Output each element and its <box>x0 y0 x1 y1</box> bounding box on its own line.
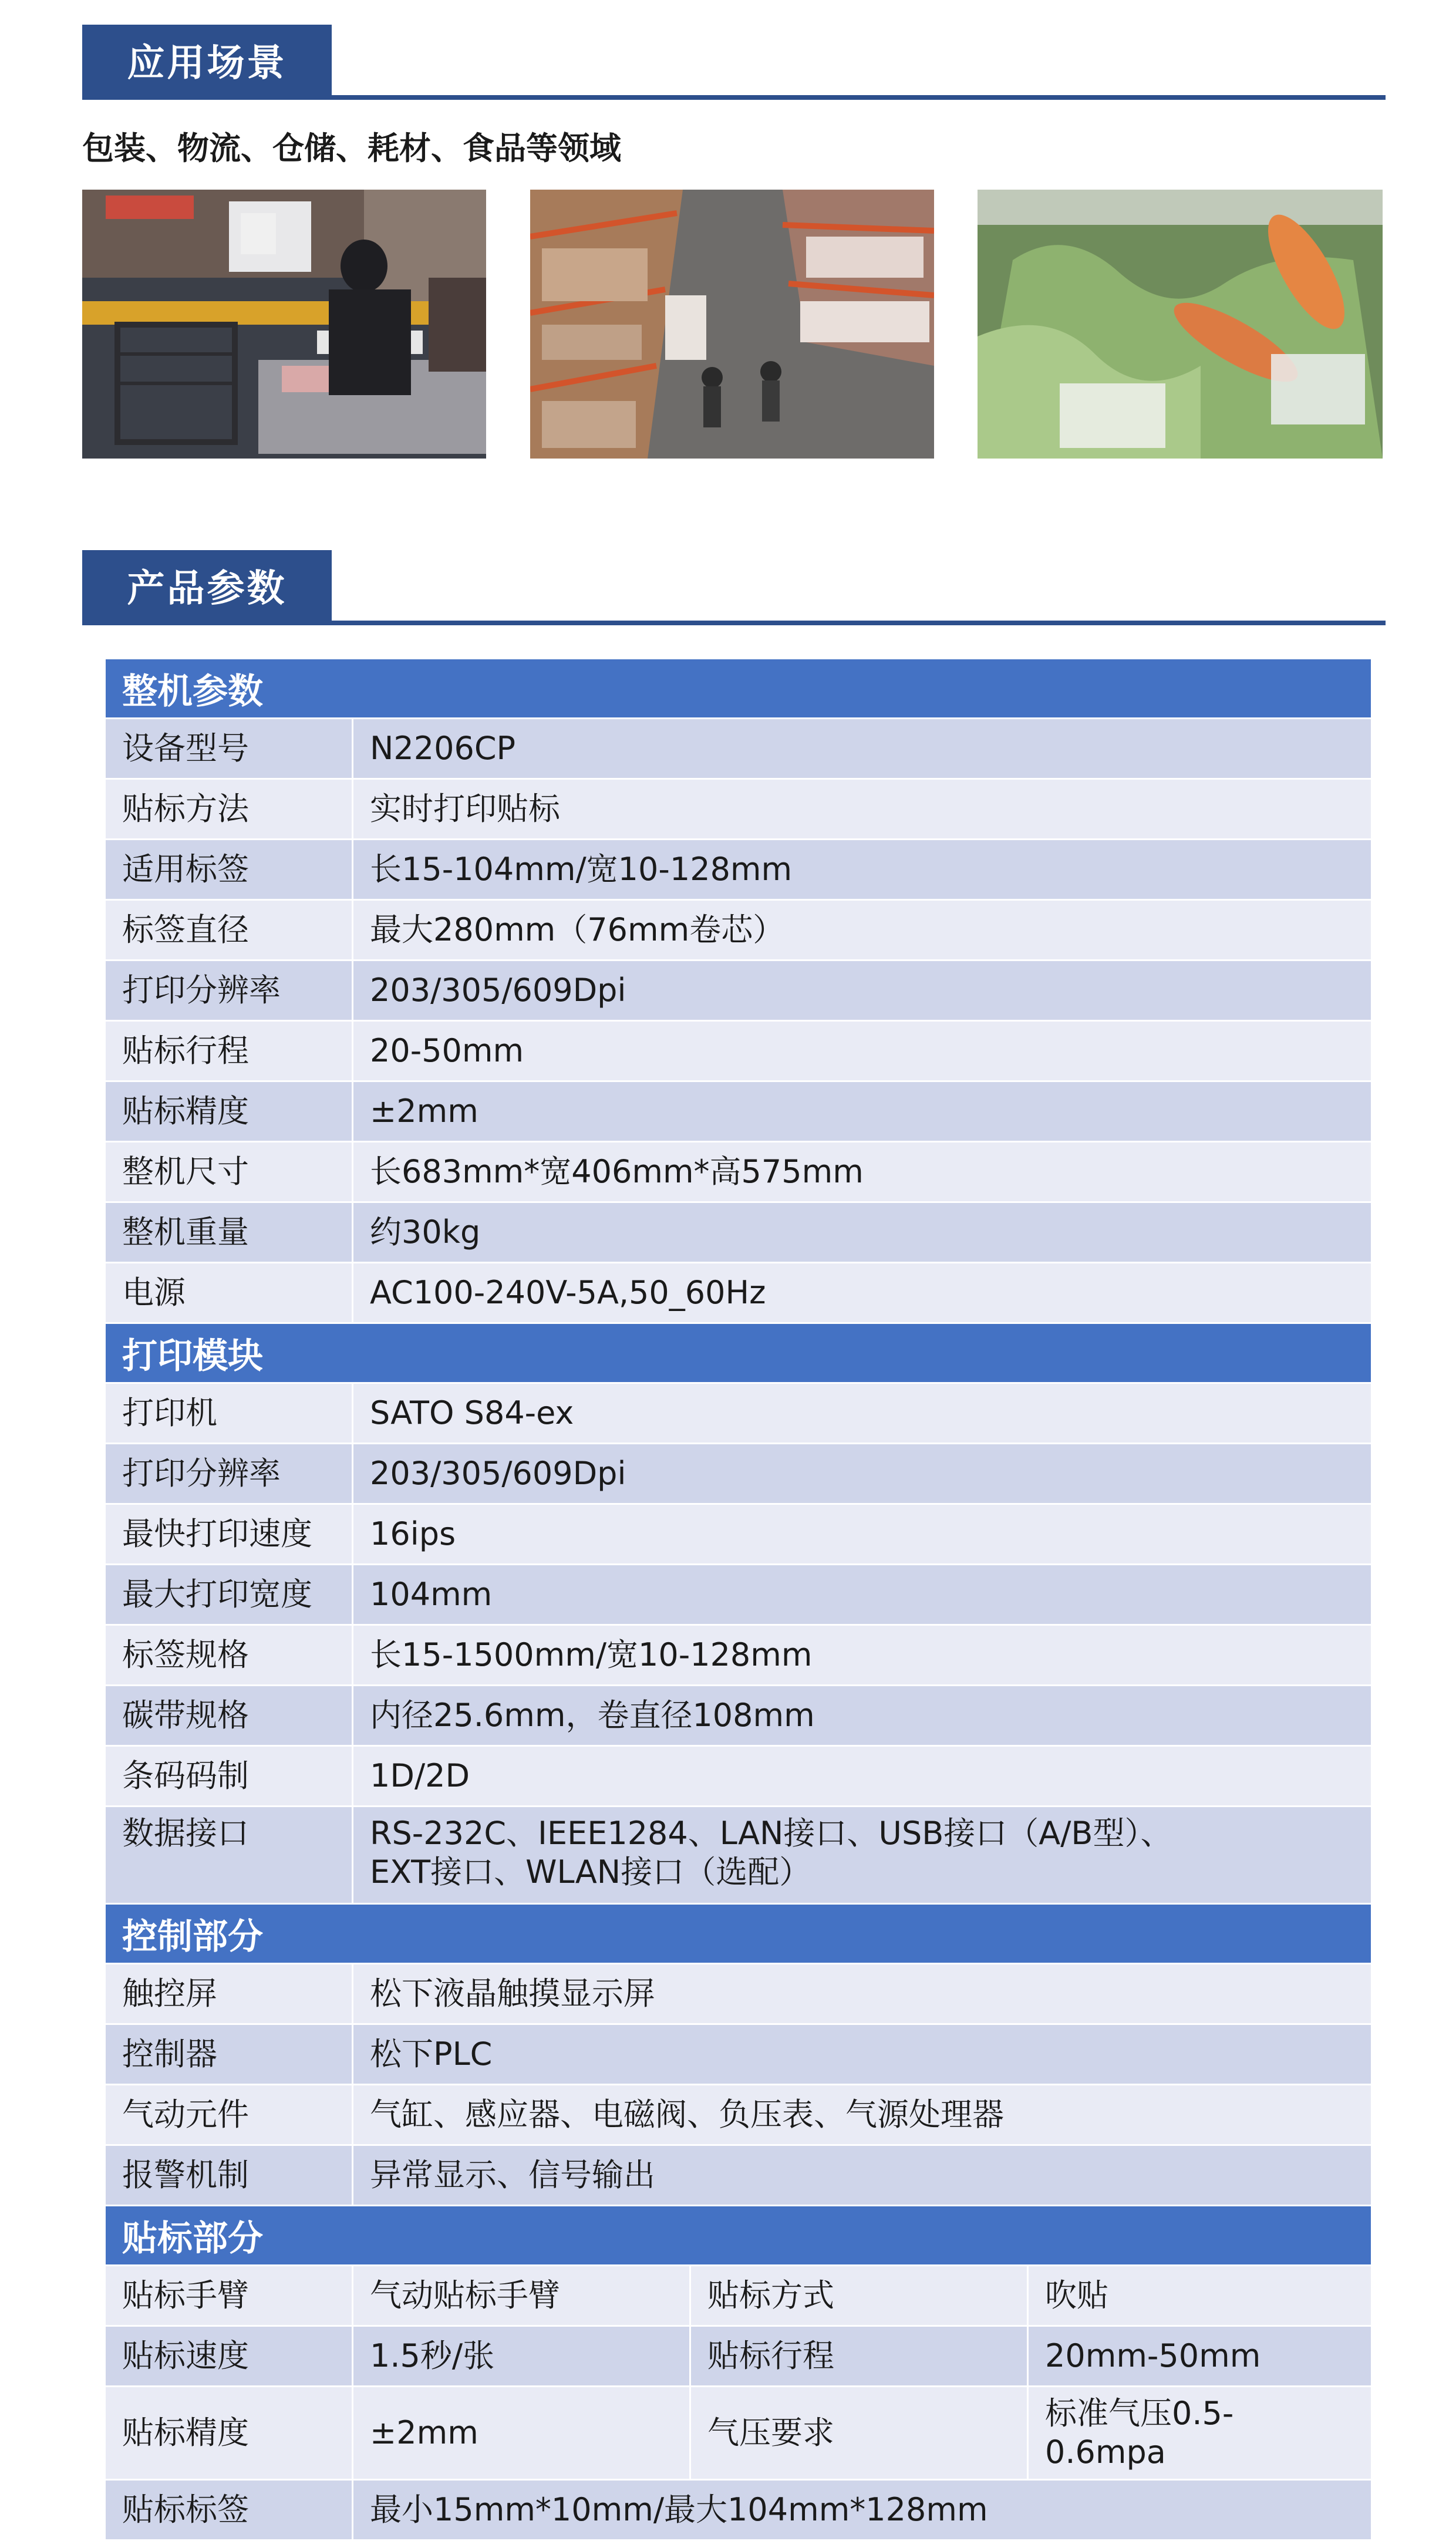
row-label: 设备型号 <box>106 719 353 778</box>
supermarket-checkout-photo <box>82 190 486 459</box>
table-row <box>106 1082 1371 1143</box>
table-row <box>106 2146 1371 2206</box>
row-label: 贴标标签 <box>106 2481 353 2539</box>
row-value: 16ips <box>370 1515 456 1552</box>
row-label: 贴标手臂 <box>106 2266 353 2325</box>
row-value: SATO S84-ex <box>370 1394 574 1431</box>
group-header-machine: 整机参数 <box>106 659 1371 719</box>
table-row <box>106 1807 1371 1905</box>
row-value-multiline <box>353 1807 1371 1903</box>
table-row <box>106 2481 1371 2541</box>
table-row <box>106 961 1371 1022</box>
row-value: 104mm <box>370 1576 493 1613</box>
row-label: 碳带规格 <box>106 1686 353 1745</box>
row-label: 标签规格 <box>106 1626 353 1684</box>
row-value: 气动贴标手臂 <box>353 2266 691 2325</box>
row-value: 203/305/609Dpi <box>370 972 626 1009</box>
row-label-secondary: 贴标行程 <box>691 2327 1029 2385</box>
row-label: 打印机 <box>106 1384 353 1443</box>
row-value-secondary: 20mm-50mm <box>1045 2337 1261 2374</box>
row-value: 实时打印贴标 <box>370 790 560 827</box>
row-label: 贴标速度 <box>106 2327 353 2385</box>
row-label: 报警机制 <box>106 2146 353 2205</box>
row-label: 整机重量 <box>106 1203 353 1262</box>
row-label: 打印分辨率 <box>106 961 353 1020</box>
table-row <box>106 1505 1371 1565</box>
table-row <box>106 840 1371 901</box>
row-label: 触控屏 <box>106 1964 353 2023</box>
spec-table <box>106 659 1371 2541</box>
row-label-secondary: 气压要求 <box>691 2387 1029 2479</box>
row-value: 气缸、感应器、电磁阀、负压表、气源处理器 <box>370 2096 1004 2133</box>
row-value: 最大280mm（76mm卷芯） <box>370 911 785 948</box>
table-row <box>106 1143 1371 1203</box>
table-row <box>106 901 1371 961</box>
section-divider <box>82 621 1386 625</box>
group-header-control: 控制部分 <box>106 1905 1371 1964</box>
table-row <box>106 1747 1371 1807</box>
table-row <box>106 1964 1371 2025</box>
row-label: 整机尺寸 <box>106 1143 353 1201</box>
row-label: 控制器 <box>106 2025 353 2084</box>
row-value: 约30kg <box>370 1214 481 1251</box>
row-value-secondary: 标准气压0.5-0.6mpa <box>1045 2395 1234 2471</box>
row-value: 松下PLC <box>370 2036 493 2072</box>
row-value-line-2: EXT接口、WLAN接口（选配） <box>370 1853 811 1890</box>
row-value: 20-50mm <box>370 1032 524 1069</box>
row-label: 条码码制 <box>106 1747 353 1805</box>
table-row <box>106 1384 1371 1444</box>
group-header-labeling: 贴标部分 <box>106 2206 1371 2266</box>
table-row <box>106 1203 1371 1263</box>
row-label: 最大打印宽度 <box>106 1565 353 1624</box>
section-divider <box>82 95 1386 100</box>
warehouse-photo <box>530 190 934 459</box>
table-row <box>106 1444 1371 1505</box>
packaged-vegetables-photo <box>978 190 1383 459</box>
table-row <box>106 1626 1371 1686</box>
row-value: ±2mm <box>370 1093 478 1130</box>
table-row <box>106 2025 1371 2085</box>
row-label: 标签直径 <box>106 901 353 959</box>
row-value: N2206CP <box>370 730 516 767</box>
row-label: 最快打印速度 <box>106 1505 353 1563</box>
table-row <box>106 1022 1371 1082</box>
row-value: AC100-240V-5A,50_60Hz <box>370 1274 766 1311</box>
table-row <box>106 1686 1371 1747</box>
row-label: 贴标精度 <box>106 2387 353 2479</box>
row-value: ±2mm <box>353 2387 691 2479</box>
params-section-title: 产品参数 <box>82 550 332 621</box>
table-row <box>106 719 1371 780</box>
group-header-printer: 打印模块 <box>106 1324 1371 1384</box>
table-row <box>106 2387 1371 2481</box>
table-row <box>106 1263 1371 1324</box>
row-value: 1.5秒/张 <box>353 2327 691 2385</box>
row-label: 贴标方法 <box>106 780 353 838</box>
row-value: 长15-1500mm/宽10-128mm <box>370 1636 813 1673</box>
params-section-header <box>82 550 1386 626</box>
row-label: 数据接口 <box>106 1807 353 1903</box>
row-value: 松下液晶触摸显示屏 <box>370 1975 655 2012</box>
scenes-section-title: 应用场景 <box>82 25 332 95</box>
table-row <box>106 2327 1371 2387</box>
row-label: 气动元件 <box>106 2085 353 2144</box>
table-row <box>106 2085 1371 2146</box>
table-row <box>106 2266 1371 2327</box>
row-value: 203/305/609Dpi <box>370 1455 626 1492</box>
scenes-subtitle: 包装、物流、仓储、耗材、食品等领域 <box>82 130 621 167</box>
row-value: 1D/2D <box>370 1757 470 1794</box>
row-label-secondary: 贴标方式 <box>691 2266 1029 2325</box>
row-value: 长683mm*宽406mm*高575mm <box>370 1153 864 1190</box>
row-label: 贴标行程 <box>106 1022 353 1080</box>
scenes-section-header <box>82 25 1386 101</box>
row-label: 适用标签 <box>106 840 353 899</box>
row-label: 电源 <box>106 1263 353 1322</box>
row-value: 异常显示、信号输出 <box>370 2156 655 2193</box>
row-label: 贴标精度 <box>106 1082 353 1141</box>
row-value: 最小15mm*10mm/最大104mm*128mm <box>370 2491 988 2528</box>
row-value: 内径25.6mm，卷直径108mm <box>370 1697 815 1734</box>
row-label: 打印分辨率 <box>106 1444 353 1503</box>
row-value: 长15-104mm/宽10-128mm <box>370 851 793 888</box>
row-value-secondary: 吹贴 <box>1045 2277 1108 2314</box>
table-row <box>106 780 1371 840</box>
row-value-line-1: RS-232C、IEEE1284、LAN接口、USB接口（A/B型）、 <box>370 1815 1172 1852</box>
table-row <box>106 1565 1371 1626</box>
